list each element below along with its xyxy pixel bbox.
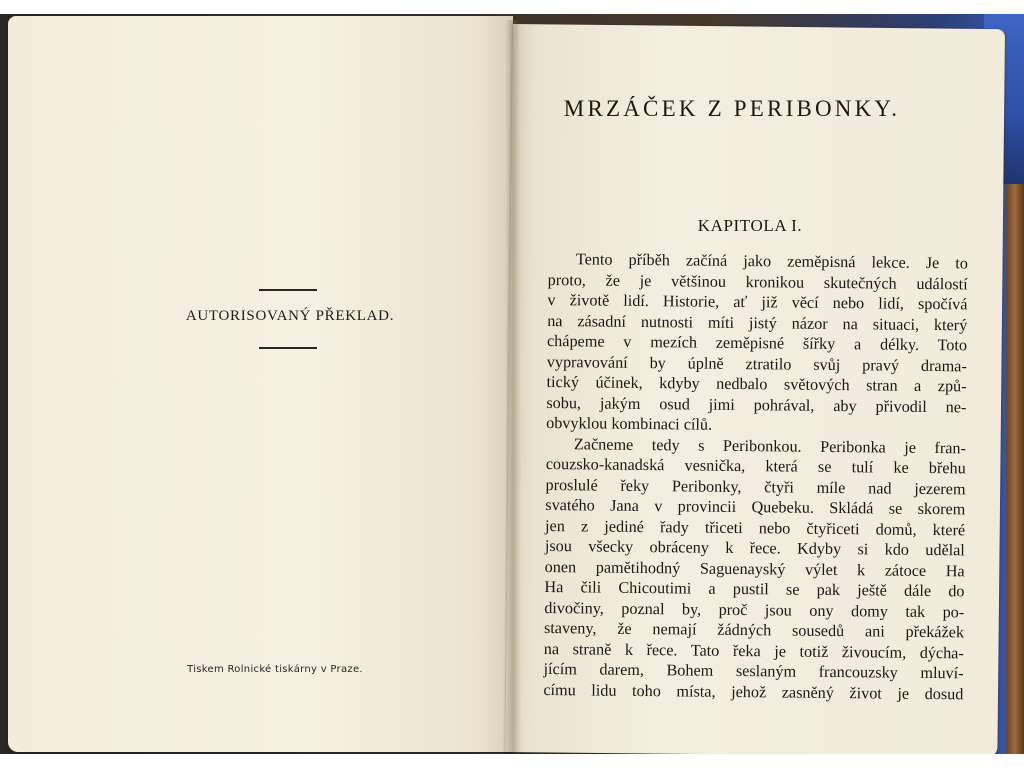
text-line: v životě lidí. Historie, ať již věcí nebo lidí, spočívá: [547, 290, 968, 314]
text-line: címu lidu toho místa, jehož zasněný život je dosud: [543, 680, 964, 703]
text-line: na zásadní nutnosti míti jistý názor na situaci, který: [547, 311, 968, 334]
text-line: tický účinek, kdyby nedbalo světových stran a způ-: [546, 372, 967, 396]
printer-imprint: Tiskem Rolnické tiskárny v Praze.: [187, 664, 363, 675]
text-line: Tento příběh začíná jako zeměpisná lekce. Je to: [575, 250, 968, 273]
text-line: divočiny, poznal by, proč jsou ony domy tak po-: [544, 598, 965, 621]
text-line: obvyklou kombinaci cílů.: [546, 413, 713, 434]
authorized-translation-label: AUTORISOVANÝ PŘEKLAD.: [185, 308, 395, 324]
ornament-rule-bottom: [259, 347, 317, 349]
text-line: vypravování by úplně ztratilo svůj pravý drama-: [546, 352, 967, 375]
chapter-heading: KAPITOLA I.: [697, 216, 803, 235]
text-line: chápeme v mezích zeměpisné šířky a délky. Toto: [546, 331, 968, 355]
text-line: proto, že je většinou kronikou skutečných událostí: [547, 270, 968, 293]
book-gutter: [505, 20, 521, 752]
text-line: staveny, že nemají žádných sousedů ani překážek: [543, 618, 965, 642]
text-line: proslulé řeky Peribonky, čtyři míle nad jezerem: [545, 475, 966, 498]
text-line: Ha čili Chicoutimi a pustil se pak ještě dále do: [544, 577, 965, 601]
text-line: jen z jediné řady třiceti nebo čtyřiceti domů, které: [545, 516, 966, 539]
left-page: [8, 16, 513, 752]
text-line: jícím darem, Bohem seslaným francouzsky mluví-: [543, 659, 964, 683]
text-line: na straně k řece. Tato řeka je totiž živoucím, dýcha-: [543, 639, 964, 662]
wooden-table-edge: [1006, 184, 1024, 754]
text-line: couzsko-kanadská vesnička, která se tulí ke břehu: [545, 454, 966, 478]
ornament-rule-top: [259, 289, 317, 291]
text-line: onen pamětihodný Saguenayský výlet k zátoce Ha: [544, 557, 965, 580]
book-photo-scene: [0, 14, 1024, 754]
text-line: jsou všecky obráceny k řece. Kdyby si kdo udělal: [544, 536, 965, 560]
chapter-body-text: [543, 249, 968, 704]
text-line: sobu, jakým osud jimi pohrával, aby přivodil ne-: [546, 393, 967, 416]
text-line: svatého Jana v provincii Quebeku. Skládá se skorem: [545, 495, 966, 519]
text-line: Začneme tedy s Peribonkou. Peribonka je fran-: [573, 434, 967, 457]
book-title: MRZÁČEK Z PERIBONKY.: [563, 96, 901, 121]
